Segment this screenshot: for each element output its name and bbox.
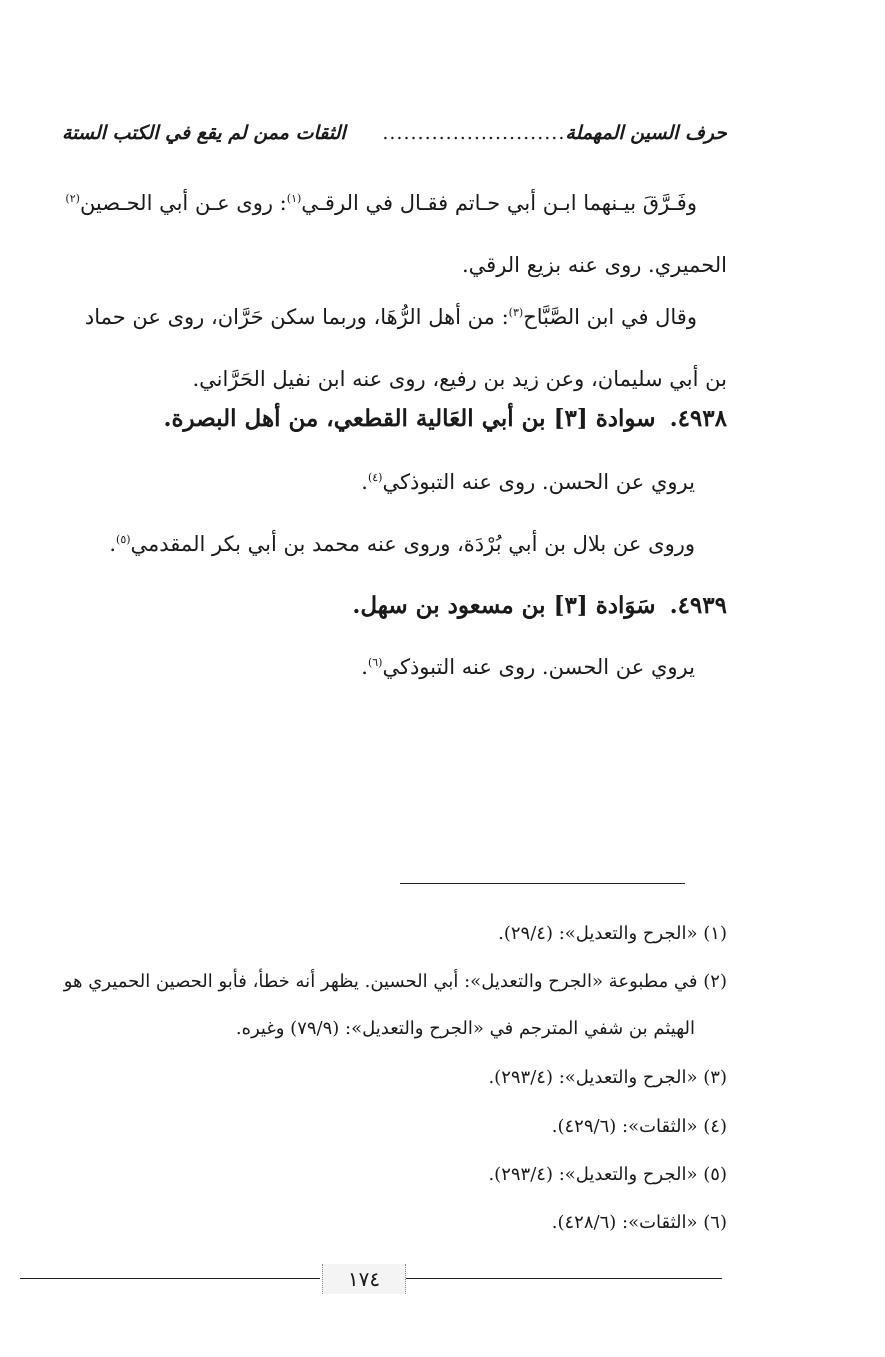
footnote-2: (٢) في مطبوعة «الجرح والتعديل»: أبي الحسين. يظهر أنه خطأ، فأبو الحصين الحميري هو [63, 971, 727, 992]
footnote-5: (٥) «الجرح والتعديل»: (٢٩٣/٤). [488, 1164, 727, 1185]
entry-4938-line-2: وروى عن بلال بن أبي بُرْدَة، وروى عنه محمد بن أبي بكر المقدمي$^{(٥)}$. [109, 532, 695, 556]
footnote-separator [400, 883, 685, 884]
entry-4938-line-1: يروي عن الحسن. روى عنه التبوذكي$^{(٤)}$. [361, 470, 695, 494]
footnote-ref[interactable]: (٦) [367, 656, 383, 669]
footnote-2-continuation: الهيثم بن شفي المترجم في «الجرح والتعديل»: (٧٩/٩) وغيره. [235, 1018, 695, 1039]
footer-rule-right [406, 1278, 722, 1279]
paragraph-1 [62, 168, 727, 296]
footnote-4: (٤) «الثقات»: (٤٢٩/٦). [551, 1116, 727, 1137]
footnote-6: (٦) «الثقات»: (٤٢٨/٦). [551, 1212, 727, 1233]
page-number: ١٧٤ [322, 1264, 406, 1294]
paragraph-2-line-1: وقال في ابن الصَّبَّاح$^{(٣)}$: من أهل الرُّهَا، وربما سكن حَرَّان، روى عن حماد [84, 305, 697, 329]
footnote-ref[interactable]: (٢) [65, 192, 80, 205]
footnote-3: (٣) «الجرح والتعديل»: (٢٩٣/٤). [488, 1067, 727, 1088]
paragraph-1-line-2: الحميري. روى عنه بزيع الرقي. [461, 253, 727, 277]
paragraph-2 [62, 282, 727, 410]
entry-4939-line-1: يروي عن الحسن. روى عنه التبوذكي$^{(٦)}$. [361, 655, 695, 679]
entry-title: سوادة [٣] بن أبي العَالية القطعي، من أهل البصرة. [163, 405, 656, 432]
running-header [62, 122, 727, 144]
paragraph-1-line-1: وفَـرَّقَ بيـنهما ابـن أبي حـاتم فقـال في الرقـي$^{(١)}$: روى عـن أبي الحـصين$^{(٢)}$ [65, 191, 697, 215]
entry-4939-heading [120, 592, 727, 619]
header-chapter: حرف السين المهملة [565, 122, 727, 144]
paragraph-2-line-2: بن أبي سليمان، وعن زيد بن رفيع، روى عنه ابن نفيل الحَرَّاني. [192, 367, 727, 391]
footnote-ref[interactable]: (٥) [116, 533, 131, 546]
entry-number: ٤٩٣٨. [669, 405, 727, 432]
footer-rule-left [20, 1278, 320, 1279]
footnote-ref[interactable]: (٣) [508, 306, 524, 319]
footnote-ref[interactable]: (١) [286, 192, 302, 205]
footnote-1: (١) «الجرح والتعديل»: (٢٩/٤). [498, 923, 727, 944]
footnote-ref[interactable]: (٤) [367, 471, 383, 484]
entry-number: ٤٩٣٩. [669, 592, 727, 619]
entry-title: سَوَادة [٣] بن مسعود بن سهل. [352, 592, 656, 619]
header-dots: .......................... [382, 122, 566, 144]
entry-4938-heading [120, 405, 727, 432]
header-book-title: الثقات ممن لم يقع في الكتب الستة [62, 122, 346, 144]
